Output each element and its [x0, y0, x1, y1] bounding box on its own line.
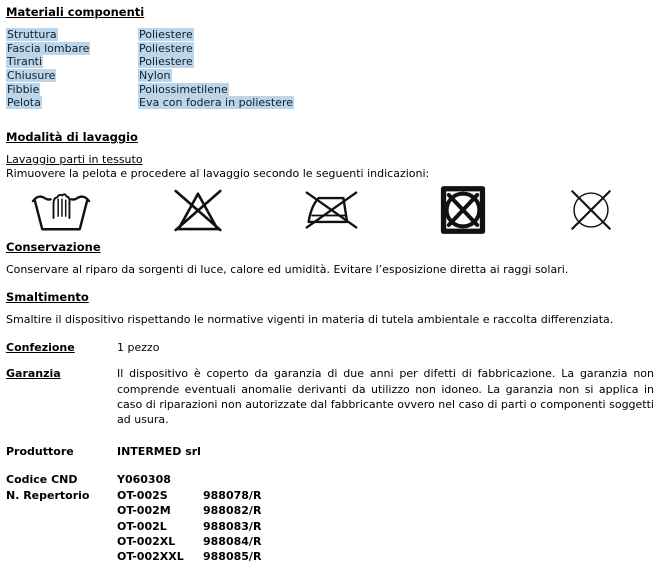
list-item [117, 488, 654, 503]
washing-instruction: Rimuovere la pelota e procedere al lavaggio secondo le seguenti indicazioni: [6, 166, 430, 180]
manufacturer-row [6, 444, 654, 459]
material-value: Poliossimetilene [139, 82, 228, 96]
manufacturer-label: Produttore [6, 445, 74, 459]
repertorio-list [117, 488, 654, 565]
cnd-label: Codice CND [6, 473, 78, 487]
do-not-tumble-dry-icon [440, 185, 486, 235]
repertorio-label: N. Repertorio [6, 488, 90, 502]
disposal-text: Smaltire il dispositivo rispettando le normative vigenti in materia di tutela ambientale e raccolta differenziata. [6, 313, 614, 327]
materials-heading: Materiali componenti [6, 5, 145, 19]
material-value: Eva con fodera in poliestere [139, 96, 294, 110]
care-symbols-row [6, 185, 654, 235]
hand-wash-icon [31, 188, 91, 233]
warranty-label: Garanzia [6, 367, 61, 381]
table-row [6, 69, 654, 83]
model-code: OT-002XL [117, 534, 176, 548]
package-value: 1 pezzo [117, 341, 160, 355]
list-item [117, 534, 654, 549]
repertorio-number: 988084/R [203, 534, 262, 548]
package-label: Confezione [6, 341, 75, 355]
do-not-iron-icon [304, 188, 359, 232]
table-row [6, 55, 654, 69]
repertorio-number: 988085/R [203, 550, 262, 564]
washing-subheading: Lavaggio parti in tessuto [6, 153, 143, 167]
model-code: OT-002L [117, 519, 167, 533]
repertorio-number: 988078/R [203, 488, 262, 502]
table-row [6, 83, 654, 97]
codes-block [6, 472, 654, 564]
cnd-row [6, 472, 654, 487]
table-row [6, 42, 654, 56]
list-item [117, 519, 654, 534]
material-label: Tiranti [7, 55, 43, 69]
material-label: Fascia lombare [7, 41, 90, 55]
warranty-row [6, 366, 654, 427]
do-not-dry-clean-icon [566, 185, 616, 235]
storage-text: Conservare al riparo da sorgenti di luce, calore ed umidità. Evitare l’esposizione diretta ai raggi solari. [6, 263, 569, 277]
repertorio-row [6, 488, 654, 565]
washing-heading: Modalità di lavaggio [6, 130, 138, 145]
model-code: OT-002S [117, 488, 168, 502]
manufacturer-value: INTERMED srl [117, 445, 201, 459]
material-label: Pelota [7, 96, 41, 110]
material-label: Fibbie [7, 82, 40, 96]
table-row [6, 28, 654, 42]
material-value: Poliestere [139, 28, 193, 41]
material-label: Chiusure [7, 69, 56, 83]
model-code: OT-002M [117, 504, 171, 518]
cnd-value: Y060308 [117, 473, 171, 487]
package-row [6, 340, 654, 355]
list-item [117, 549, 654, 564]
do-not-bleach-icon [172, 187, 224, 234]
material-value: Nylon [139, 69, 171, 83]
warranty-text: Il dispositivo è coperto da garanzia di due anni per difetti di fabbricazione. La garanzia non comprende eventuali anomalie derivanti da utilizzo non idoneo. La garanzia non si applica in caso di riparazioni non autorizzate dal fabbricante ovvero nel caso di parti o componenti soggetti ad usura. [117, 367, 654, 426]
material-value: Poliestere [139, 55, 193, 69]
materials-table [6, 28, 654, 110]
disposal-heading: Smaltimento [6, 290, 89, 305]
repertorio-number: 988082/R [203, 504, 262, 518]
material-label: Struttura [7, 28, 57, 41]
repertorio-number: 988083/R [203, 519, 262, 533]
material-value: Poliestere [139, 41, 193, 55]
model-code: OT-002XXL [117, 550, 184, 564]
table-row [6, 96, 654, 110]
storage-heading: Conservazione [6, 240, 101, 255]
list-item [117, 503, 654, 518]
